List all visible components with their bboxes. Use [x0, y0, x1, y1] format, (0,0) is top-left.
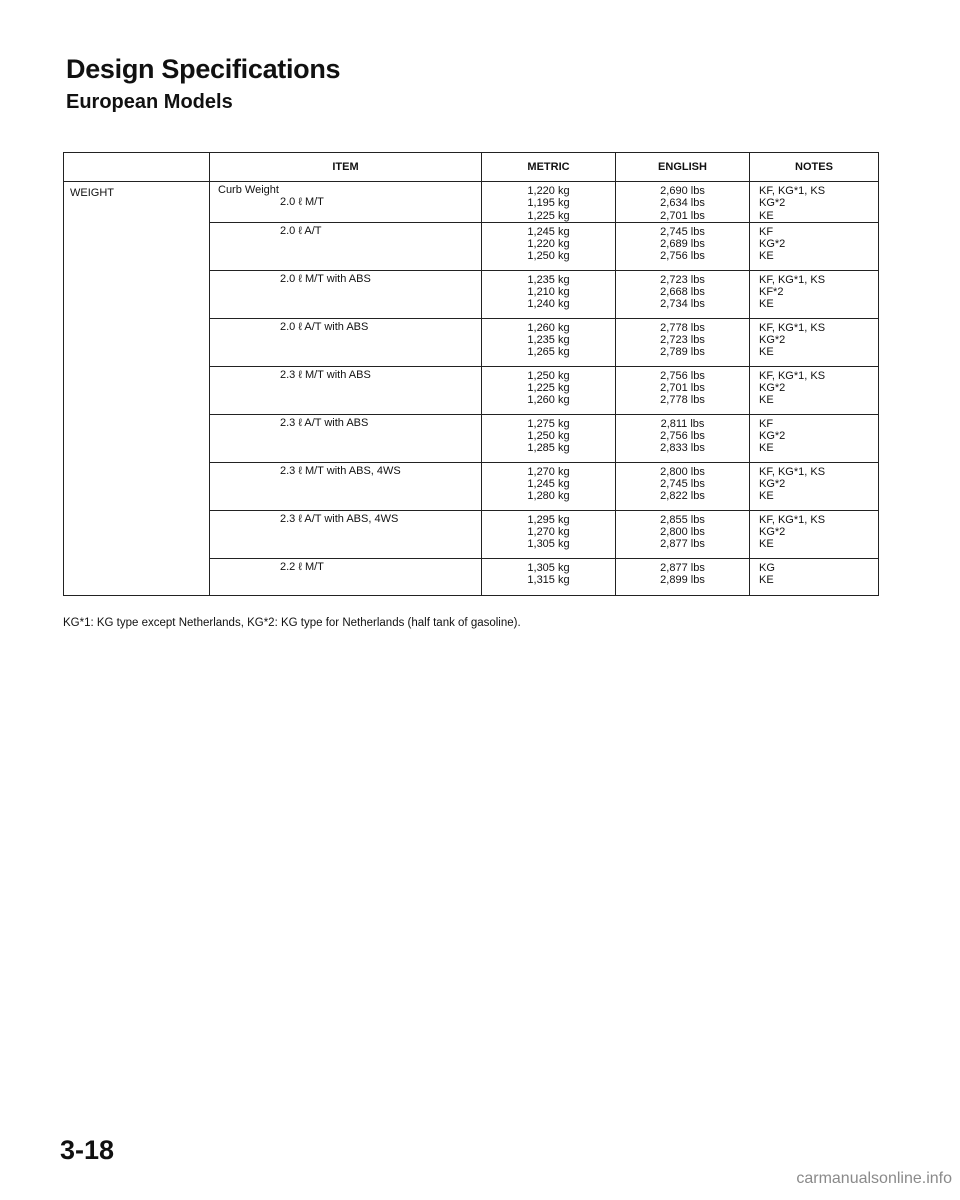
note-value: KE — [759, 346, 774, 359]
english-cell — [616, 462, 750, 510]
metric-cell — [482, 414, 616, 462]
metric-value: 1,245 kg — [527, 478, 570, 491]
notes-cell — [750, 558, 879, 595]
note-value: KG*2 — [759, 430, 786, 443]
note-value: KF, KG*1, KS — [759, 465, 826, 478]
metric-value: 1,225 kg — [527, 209, 570, 222]
item-cell — [210, 414, 482, 462]
metric-value: 1,235 kg — [527, 273, 570, 286]
english-value: 2,634 lbs — [660, 197, 705, 210]
metric-value: 1,305 kg — [527, 561, 570, 574]
header-notes: NOTES — [750, 153, 879, 182]
page-number: 3-18 — [60, 1135, 115, 1165]
table-body — [64, 182, 879, 596]
item-label: 2.2 ℓ M/T — [280, 560, 324, 573]
metric-value: 1,270 kg — [527, 526, 570, 539]
notes-cell — [750, 510, 879, 558]
item-label: 2.0 ℓ A/T with ABS — [280, 320, 369, 333]
english-value: 2,800 lbs — [660, 465, 705, 478]
metric-cell — [482, 558, 616, 595]
english-cell — [616, 270, 750, 318]
item-cell — [210, 366, 482, 414]
metric-value: 1,265 kg — [527, 346, 570, 359]
item-cell — [210, 182, 482, 223]
english-cell — [616, 510, 750, 558]
metric-value: 1,250 kg — [527, 430, 570, 443]
metric-cell — [482, 222, 616, 270]
item-cell — [210, 222, 482, 270]
item-cell — [210, 558, 482, 595]
metric-cell — [482, 462, 616, 510]
english-value: 2,690 lbs — [660, 185, 705, 197]
english-value: 2,822 lbs — [660, 490, 705, 503]
metric-value: 1,225 kg — [527, 382, 570, 395]
notes-cell — [750, 182, 879, 223]
item-cell — [210, 318, 482, 366]
item-cell — [210, 462, 482, 510]
english-value: 2,811 lbs — [660, 417, 705, 430]
metric-value: 1,295 kg — [527, 513, 570, 526]
notes-cell — [750, 222, 879, 270]
item-label: 2.0 ℓ M/T with ABS — [280, 272, 371, 285]
metric-value: 1,240 kg — [527, 298, 570, 311]
metric-value: 1,220 kg — [527, 185, 570, 197]
note-value: KF, KG*1, KS — [759, 369, 826, 382]
notes-cell — [750, 270, 879, 318]
english-cell — [616, 414, 750, 462]
item-label: 2.3 ℓ A/T with ABS — [280, 416, 369, 429]
item-label: 2.0 ℓ A/T — [280, 224, 322, 237]
notes-cell — [750, 366, 879, 414]
footnote: KG*1: KG type except Netherlands, KG*2: KG type for Netherlands (half tank of gasoline). — [63, 617, 521, 629]
note-value: KG*2 — [759, 334, 786, 347]
english-value: 2,745 lbs — [660, 478, 705, 491]
category-cell: WEIGHT — [70, 187, 114, 199]
header-category — [64, 153, 210, 182]
note-value: KF — [759, 225, 774, 238]
note-value: KG*2 — [759, 197, 786, 210]
english-value: 2,855 lbs — [660, 513, 705, 526]
note-value: KG*2 — [759, 238, 786, 251]
english-value: 2,734 lbs — [660, 298, 705, 311]
metric-value: 1,195 kg — [527, 197, 570, 210]
header-english: ENGLISH — [616, 153, 750, 182]
note-value: KE — [759, 209, 774, 222]
english-value: 2,778 lbs — [660, 321, 705, 334]
english-value: 2,701 lbs — [660, 209, 705, 222]
notes-cell — [750, 414, 879, 462]
metric-value: 1,270 kg — [527, 465, 570, 478]
english-value: 2,756 lbs — [660, 250, 705, 263]
english-value: 2,723 lbs — [660, 273, 705, 286]
metric-cell — [482, 270, 616, 318]
note-value: KG*2 — [759, 478, 786, 491]
item-label: 2.3 ℓ A/T with ABS, 4WS — [280, 512, 399, 525]
spec-table — [63, 152, 879, 596]
metric-value: 1,305 kg — [527, 538, 570, 551]
note-value: KE — [759, 394, 774, 407]
english-value: 2,756 lbs — [660, 430, 705, 443]
note-value: KG*2 — [759, 526, 786, 539]
note-value: KE — [759, 490, 774, 503]
note-value: KE — [759, 538, 774, 551]
metric-value: 1,210 kg — [527, 286, 570, 299]
note-value: KE — [759, 250, 774, 263]
metric-value: 1,315 kg — [527, 574, 570, 587]
page-subtitle: European Models — [66, 91, 233, 113]
note-value: KE — [759, 298, 774, 311]
item-label: 2.3 ℓ M/T with ABS — [280, 368, 371, 381]
header-item: ITEM — [210, 153, 482, 182]
english-value: 2,789 lbs — [660, 346, 705, 359]
english-value: 2,833 lbs — [660, 442, 705, 455]
metric-value: 1,285 kg — [527, 442, 570, 455]
note-value: KF, KG*1, KS — [759, 185, 826, 197]
note-value: KF — [759, 417, 774, 430]
header-metric: METRIC — [482, 153, 616, 182]
english-value: 2,745 lbs — [660, 225, 705, 238]
item-label: 2.3 ℓ M/T with ABS, 4WS — [280, 464, 401, 477]
page-title: Design Specifications — [66, 54, 341, 84]
item-cell — [210, 270, 482, 318]
notes-cell — [750, 462, 879, 510]
english-cell — [616, 182, 750, 223]
note-value: KG — [759, 561, 775, 574]
english-cell — [616, 222, 750, 270]
english-cell — [616, 366, 750, 414]
metric-cell — [482, 366, 616, 414]
english-value: 2,899 lbs — [660, 574, 705, 587]
english-value: 2,800 lbs — [660, 526, 705, 539]
note-value: KF, KG*1, KS — [759, 513, 826, 526]
english-value: 2,756 lbs — [660, 369, 705, 382]
english-value: 2,689 lbs — [660, 238, 705, 251]
note-value: KF*2 — [759, 286, 784, 299]
metric-value: 1,260 kg — [527, 394, 570, 407]
table-row — [64, 182, 879, 223]
note-value: KF, KG*1, KS — [759, 321, 826, 334]
metric-value: 1,280 kg — [527, 490, 570, 503]
english-value: 2,701 lbs — [660, 382, 705, 395]
metric-value: 1,250 kg — [527, 250, 570, 263]
watermark: carmanualsonline.info — [796, 1170, 952, 1187]
item-cell — [210, 510, 482, 558]
note-value: KG*2 — [759, 382, 786, 395]
english-cell — [616, 318, 750, 366]
metric-value: 1,275 kg — [527, 417, 570, 430]
note-value: KF, KG*1, KS — [759, 273, 826, 286]
metric-value: 1,260 kg — [527, 321, 570, 334]
item-label: 2.0 ℓ M/T — [280, 196, 324, 209]
metric-value: 1,235 kg — [527, 334, 570, 347]
metric-value: 1,220 kg — [527, 238, 570, 251]
metric-value: 1,245 kg — [527, 225, 570, 238]
metric-cell — [482, 510, 616, 558]
english-value: 2,778 lbs — [660, 394, 705, 407]
note-value: KE — [759, 574, 774, 587]
english-cell — [616, 558, 750, 595]
english-value: 2,668 lbs — [660, 286, 705, 299]
metric-value: 1,250 kg — [527, 369, 570, 382]
english-value: 2,877 lbs — [660, 561, 705, 574]
note-value: KE — [759, 442, 774, 455]
table-header — [64, 153, 879, 182]
metric-cell — [482, 318, 616, 366]
group-label: Curb Weight — [218, 184, 279, 196]
english-value: 2,723 lbs — [660, 334, 705, 347]
metric-cell — [482, 182, 616, 223]
english-value: 2,877 lbs — [660, 538, 705, 551]
notes-cell — [750, 318, 879, 366]
